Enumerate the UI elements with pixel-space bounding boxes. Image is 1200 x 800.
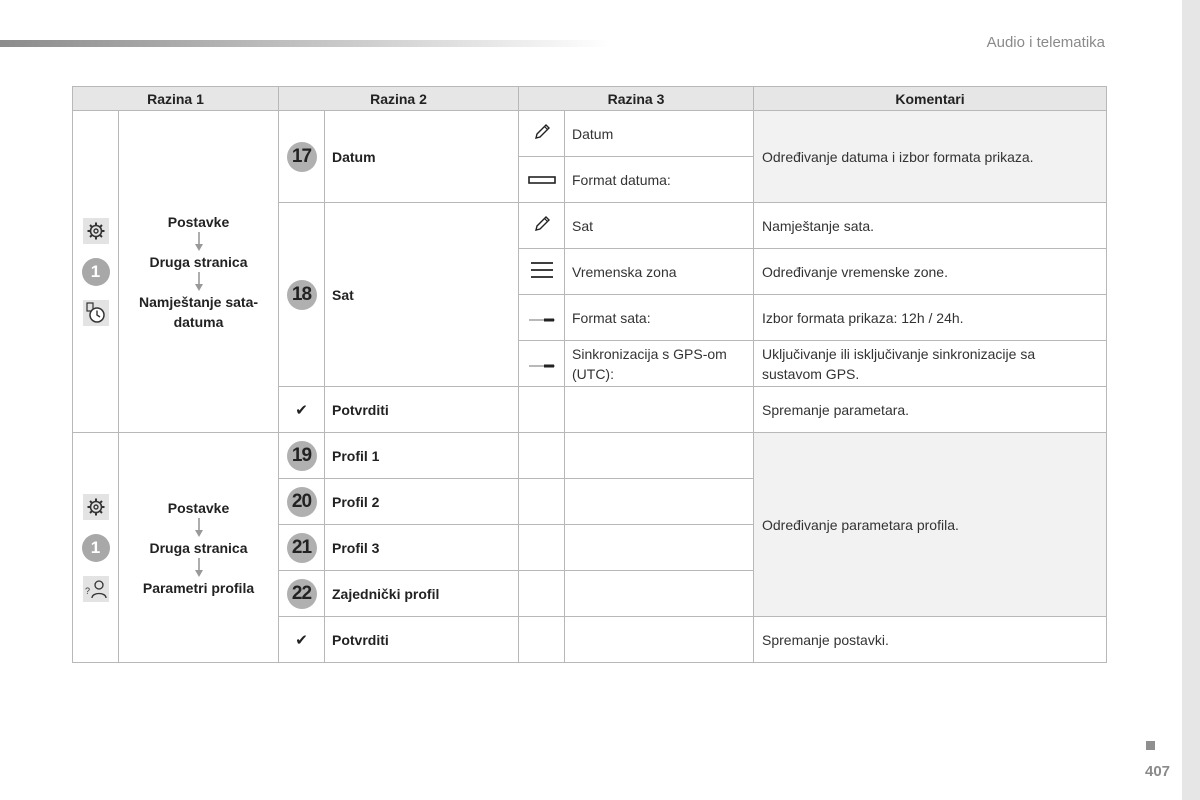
level1-path-cell: [119, 111, 279, 433]
level3-format-sata: Format sata:: [565, 295, 754, 341]
level2-profil-1: Profil 1: [325, 433, 519, 479]
empty-cell: [519, 479, 565, 525]
settings-table: [72, 86, 1107, 663]
number-badge-cell: [279, 571, 325, 617]
comment-profili: Određivanje parametara profila.: [754, 433, 1107, 617]
number-badge-cell: [279, 433, 325, 479]
level3-sinkronizacija: Sinkronizacija s GPS-om (UTC):: [565, 341, 754, 387]
number-badge-21: 21: [287, 533, 317, 563]
pencil-icon: [519, 203, 565, 249]
empty-cell: [519, 617, 565, 663]
empty-cell: [565, 571, 754, 617]
level3-vremenska-zona: Vremenska zona: [565, 249, 754, 295]
level1-item-parametri-profila: Parametri profila: [142, 579, 255, 596]
arrow-down-icon: [194, 518, 204, 538]
format-box-icon: [519, 157, 565, 203]
empty-cell: [519, 387, 565, 433]
comment-format-sata: Izbor formata prikaza: 12h / 24h.: [754, 295, 1107, 341]
comment-potvrditi: Spremanje postavki.: [754, 617, 1107, 663]
level3-sat: Sat: [565, 203, 754, 249]
level3-datum: Datum: [565, 111, 754, 157]
page-number: 407: [1145, 763, 1171, 780]
level3-format-datuma: Format datuma:: [565, 157, 754, 203]
empty-cell: [519, 433, 565, 479]
comment-datum: Određivanje datuma i izbor formata prikaza.: [754, 111, 1107, 203]
level1-item-namjestanje: Namještanje sata-datuma: [138, 293, 259, 330]
comment-vremenska-zona: Određivanje vremenske zone.: [754, 249, 1107, 295]
level1-path-cell: [119, 433, 279, 663]
column-header-razina-3: Razina 3: [519, 87, 754, 111]
level2-potvrditi: Potvrditi: [325, 387, 519, 433]
gear-icon: [83, 218, 109, 244]
empty-cell: [565, 433, 754, 479]
table-header-row: [73, 87, 1107, 111]
level2-datum: Datum: [325, 111, 519, 203]
empty-cell: [519, 525, 565, 571]
empty-cell: [565, 479, 754, 525]
page-marker-square: [1146, 741, 1155, 750]
page-edge-strip: [1182, 0, 1200, 800]
level2-profil-3: Profil 3: [325, 525, 519, 571]
empty-cell: [565, 617, 754, 663]
table-row: [73, 433, 1107, 479]
empty-cell: [565, 387, 754, 433]
list-icon: [519, 249, 565, 295]
column-header-komentari: Komentari: [754, 87, 1107, 111]
profile-icon: [83, 576, 109, 602]
comment-sat: Namještanje sata.: [754, 203, 1107, 249]
gear-icon: [83, 494, 109, 520]
checkmark-icon: ✔: [279, 387, 325, 433]
toggle-icon: [519, 295, 565, 341]
level1-item-druga-stranica: Druga stranica: [149, 253, 248, 270]
comment-sinkronizacija: Uključivanje ili isključivanje sinkronizacije sa sustavom GPS.: [754, 341, 1107, 387]
column-header-razina-1: Razina 1: [73, 87, 279, 111]
arrow-down-icon: [194, 232, 204, 252]
number-badge-cell: [279, 203, 325, 387]
arrow-down-icon: [194, 558, 204, 578]
number-badge-19: 19: [287, 441, 317, 471]
number-badge-22: 22: [287, 579, 317, 609]
level1-item-postavke: Postavke: [167, 499, 230, 516]
number-badge-cell: [279, 111, 325, 203]
table-row: [73, 111, 1107, 157]
number-badge-18: 18: [287, 280, 317, 310]
level1-item-druga-stranica: Druga stranica: [149, 539, 248, 556]
number-1-icon: 1: [82, 534, 110, 562]
empty-cell: [565, 525, 754, 571]
number-badge-17: 17: [287, 142, 317, 172]
number-badge-cell: [279, 479, 325, 525]
checkmark-icon: ✔: [279, 617, 325, 663]
comment-potvrditi: Spremanje parametara.: [754, 387, 1107, 433]
level1-icons-cell: [73, 433, 119, 663]
toggle-icon: [519, 341, 565, 387]
level2-profil-2: Profil 2: [325, 479, 519, 525]
level1-item-postavke: Postavke: [167, 213, 230, 230]
clock-settings-icon: [83, 300, 109, 326]
level2-sat: Sat: [325, 203, 519, 387]
number-badge-20: 20: [287, 487, 317, 517]
header-gradient-bar: [0, 40, 610, 47]
section-title: Audio i telematika: [986, 34, 1105, 51]
svg-text:?: ?: [84, 585, 90, 596]
empty-cell: [519, 571, 565, 617]
number-badge-cell: [279, 525, 325, 571]
level2-potvrditi: Potvrditi: [325, 617, 519, 663]
number-1-icon: 1: [82, 258, 110, 286]
column-header-razina-2: Razina 2: [279, 87, 519, 111]
pencil-icon: [519, 111, 565, 157]
level2-zajednicki-profil: Zajednički profil: [325, 571, 519, 617]
level1-icons-cell: [73, 111, 119, 433]
arrow-down-icon: [194, 272, 204, 292]
